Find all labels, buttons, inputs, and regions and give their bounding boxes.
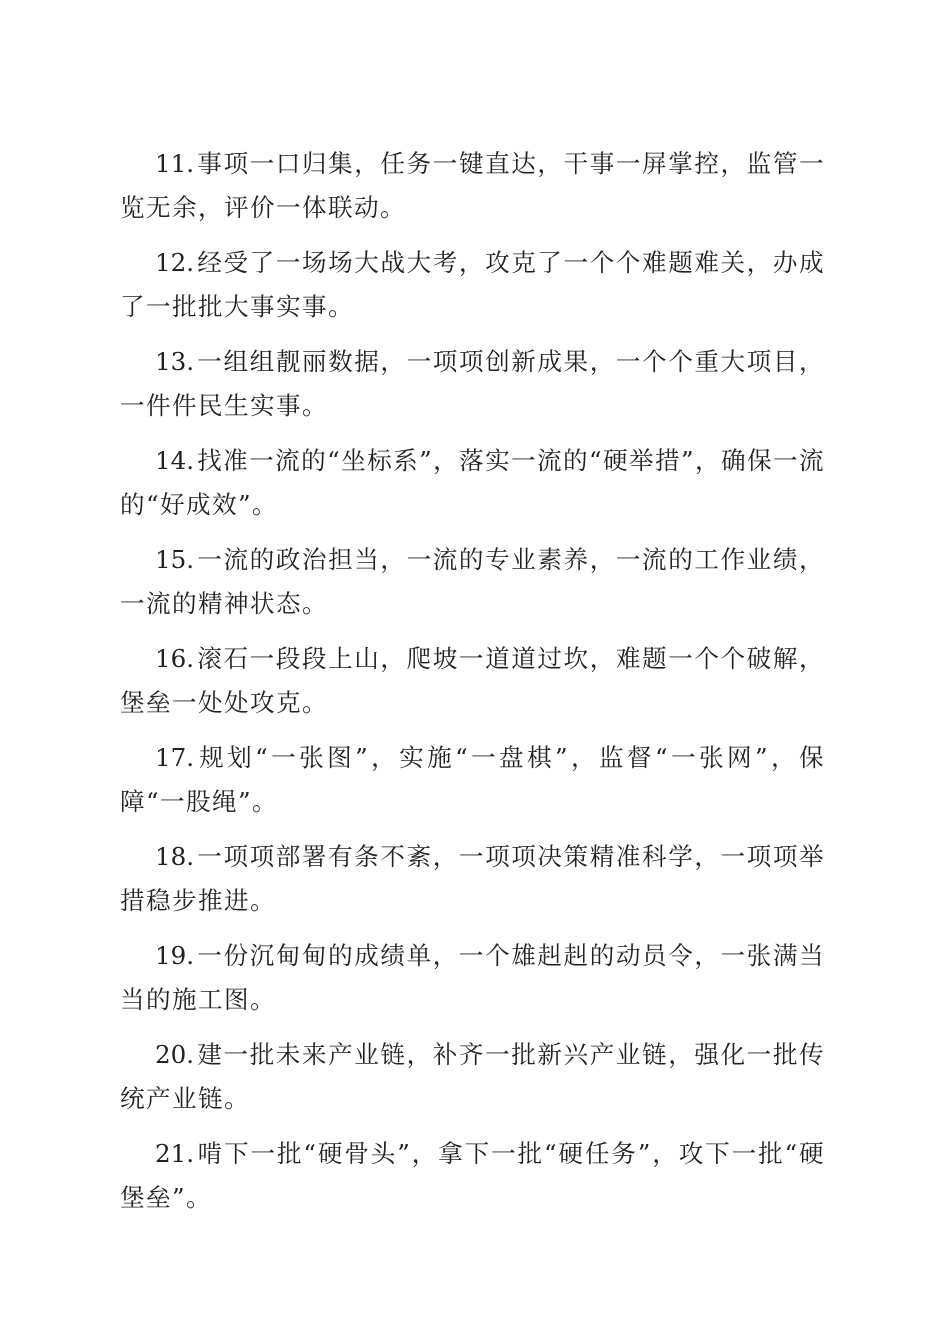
item-text: 滚石一段段上山，爬坡一道道过坎，难题一个个破解，堡垒一处处攻克。 xyxy=(120,644,825,717)
item-number: 14. xyxy=(155,446,195,475)
list-item xyxy=(120,1132,825,1220)
list-item xyxy=(120,736,825,824)
item-text: 事项一口归集，任务一键直达，干事一屏掌控，监管一览无余，评价一体联动。 xyxy=(120,149,825,222)
item-text: 经受了一场场大战大考，攻克了一个个难题难关，办成了一批批大事实事。 xyxy=(120,248,825,321)
item-text: 找准一流的“坐标系”，落实一流的“硬举措”，确保一流的“好成效”。 xyxy=(120,446,825,519)
list-item xyxy=(120,538,825,626)
item-number: 12. xyxy=(155,248,195,277)
item-number: 21. xyxy=(155,1139,195,1168)
item-number: 18. xyxy=(155,842,195,871)
item-number: 19. xyxy=(155,941,195,970)
list-item xyxy=(120,1033,825,1121)
document-body xyxy=(120,142,825,1231)
list-item xyxy=(120,835,825,923)
item-text: 一流的政治担当，一流的专业素养，一流的工作业绩，一流的精神状态。 xyxy=(120,545,825,618)
list-item xyxy=(120,637,825,725)
item-text: 一份沉甸甸的成绩单，一个雄赳赳的动员令，一张满当当的施工图。 xyxy=(120,941,825,1014)
item-number: 13. xyxy=(155,347,195,376)
item-number: 20. xyxy=(155,1040,195,1069)
item-text: 一项项部署有条不紊，一项项决策精准科学，一项项举措稳步推进。 xyxy=(120,842,825,915)
list-item xyxy=(120,340,825,428)
item-number: 11. xyxy=(155,149,195,178)
item-text: 一组组靓丽数据，一项项创新成果，一个个重大项目，一件件民生实事。 xyxy=(120,347,825,420)
item-text: 规划“一张图”，实施“一盘棋”，监督“一张网”，保障“一股绳”。 xyxy=(120,743,825,816)
item-text: 啃下一批“硬骨头”，拿下一批“硬任务”，攻下一批“硬堡垒”。 xyxy=(120,1139,825,1212)
item-number: 15. xyxy=(155,545,195,574)
item-number: 16. xyxy=(155,644,195,673)
item-number: 17. xyxy=(155,743,195,772)
list-item xyxy=(120,241,825,329)
list-item xyxy=(120,439,825,527)
list-item xyxy=(120,142,825,230)
item-text: 建一批未来产业链，补齐一批新兴产业链，强化一批传统产业链。 xyxy=(120,1040,825,1113)
list-item xyxy=(120,934,825,1022)
